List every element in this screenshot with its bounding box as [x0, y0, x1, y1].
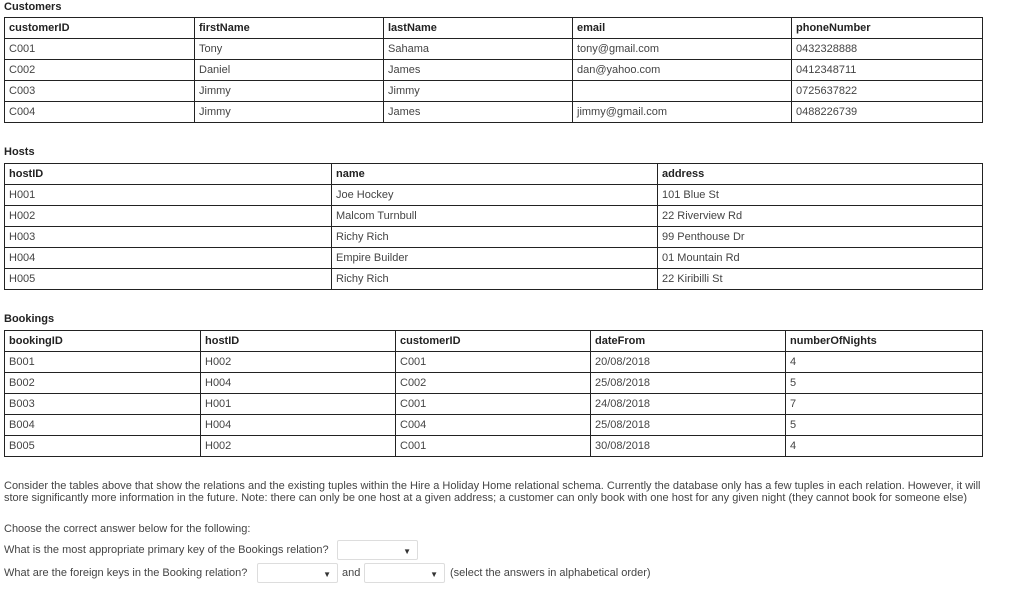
cell: Malcom Turnbull [332, 206, 658, 227]
col-hostID: hostID [5, 164, 332, 185]
cell: 25/08/2018 [591, 373, 786, 394]
cell: 0488226739 [792, 102, 983, 123]
cell: James [384, 102, 573, 123]
chevron-down-icon: ▼ [430, 570, 438, 579]
col-address: address [658, 164, 983, 185]
customers-header-row [5, 18, 983, 39]
chevron-down-icon: ▼ [403, 547, 411, 556]
choose-instruction: Choose the correct answer below for the following: [4, 523, 251, 535]
cell: Jimmy [195, 81, 384, 102]
cell: tony@gmail.com [573, 39, 792, 60]
col-lastName: lastName [384, 18, 573, 39]
cell: H002 [201, 352, 396, 373]
col-firstName: firstName [195, 18, 384, 39]
cell: jimmy@gmail.com [573, 102, 792, 123]
table-row [5, 436, 983, 457]
cell: Richy Rich [332, 227, 658, 248]
cell: B005 [5, 436, 201, 457]
cell: C002 [5, 60, 195, 81]
cell: H001 [5, 185, 332, 206]
cell: 22 Riverview Rd [658, 206, 983, 227]
cell: B002 [5, 373, 201, 394]
cell: 99 Penthouse Dr [658, 227, 983, 248]
table-row [5, 39, 983, 60]
hosts-table [4, 163, 983, 290]
col-phoneNumber: phoneNumber [792, 18, 983, 39]
table-row [5, 248, 983, 269]
cell: Richy Rich [332, 269, 658, 290]
col-dateFrom: dateFrom [591, 331, 786, 352]
cell: 30/08/2018 [591, 436, 786, 457]
table-row [5, 81, 983, 102]
cell: 5 [786, 415, 983, 436]
cell: 0725637822 [792, 81, 983, 102]
cell: H003 [5, 227, 332, 248]
cell: B001 [5, 352, 201, 373]
customers-table [4, 17, 983, 123]
cell: B003 [5, 394, 201, 415]
cell: Jimmy [195, 102, 384, 123]
hosts-title: Hosts [4, 146, 35, 158]
cell: Sahama [384, 39, 573, 60]
col-customerID: customerID [5, 18, 195, 39]
table-row [5, 269, 983, 290]
table-row [5, 373, 983, 394]
col-hostID: hostID [201, 331, 396, 352]
cell: C002 [396, 373, 591, 394]
cell: H004 [201, 373, 396, 394]
question-primary-key: What is the most appropriate primary key of the Bookings relation? [4, 544, 329, 556]
cell: H002 [5, 206, 332, 227]
bookings-title: Bookings [4, 313, 55, 325]
cell: 0412348711 [792, 60, 983, 81]
cell: 22 Kiribilli St [658, 269, 983, 290]
cell: dan@yahoo.com [573, 60, 792, 81]
col-name: name [332, 164, 658, 185]
cell [573, 81, 792, 102]
cell: 101 Blue St [658, 185, 983, 206]
cell: H002 [201, 436, 396, 457]
col-email: email [573, 18, 792, 39]
table-row [5, 394, 983, 415]
bookings-header-row [5, 331, 983, 352]
hosts-header-row [5, 164, 983, 185]
cell: 7 [786, 394, 983, 415]
cell: 5 [786, 373, 983, 394]
cell: Jimmy [384, 81, 573, 102]
cell: C001 [396, 394, 591, 415]
cell: Joe Hockey [332, 185, 658, 206]
cell: 4 [786, 352, 983, 373]
customers-title: Customers [4, 1, 62, 13]
cell: 0432328888 [792, 39, 983, 60]
cell: C001 [5, 39, 195, 60]
and-label: and [342, 567, 361, 579]
table-row [5, 206, 983, 227]
col-customerID: customerID [396, 331, 591, 352]
bookings-table [4, 330, 983, 457]
question-foreign-keys: What are the foreign keys in the Booking relation? [4, 567, 248, 579]
cell: H005 [5, 269, 332, 290]
cell: H004 [201, 415, 396, 436]
cell: C003 [5, 81, 195, 102]
table-row [5, 60, 983, 81]
cell: C001 [396, 436, 591, 457]
foreign-key-select-2[interactable] [364, 563, 445, 583]
cell: H004 [5, 248, 332, 269]
table-row [5, 185, 983, 206]
foreign-key-select-1[interactable] [257, 563, 338, 583]
cell: 25/08/2018 [591, 415, 786, 436]
cell: 24/08/2018 [591, 394, 786, 415]
cell: C004 [5, 102, 195, 123]
cell: C004 [396, 415, 591, 436]
cell: H001 [201, 394, 396, 415]
cell: 4 [786, 436, 983, 457]
cell: James [384, 60, 573, 81]
question-intro: Consider the tables above that show the relations and the existing tuples within the Hire a Holiday Home relational schema. Currently the database only has a few tuples in each relation. However, it will store significantly more information in the future. Note: there can only be one host at a given address; a customer can only book with one host for any given night (they cannot book for someone else) [4, 480, 981, 504]
primary-key-select[interactable] [337, 540, 418, 560]
cell: Daniel [195, 60, 384, 81]
cell: B004 [5, 415, 201, 436]
cell: 01 Mountain Rd [658, 248, 983, 269]
cell: 20/08/2018 [591, 352, 786, 373]
table-row [5, 352, 983, 373]
col-bookingID: bookingID [5, 331, 201, 352]
col-numberOfNights: numberOfNights [786, 331, 983, 352]
cell: Empire Builder [332, 248, 658, 269]
chevron-down-icon: ▼ [323, 570, 331, 579]
alphabetical-hint: (select the answers in alphabetical order) [450, 567, 651, 579]
table-row [5, 102, 983, 123]
table-row [5, 227, 983, 248]
cell: C001 [396, 352, 591, 373]
cell: Tony [195, 39, 384, 60]
table-row [5, 415, 983, 436]
